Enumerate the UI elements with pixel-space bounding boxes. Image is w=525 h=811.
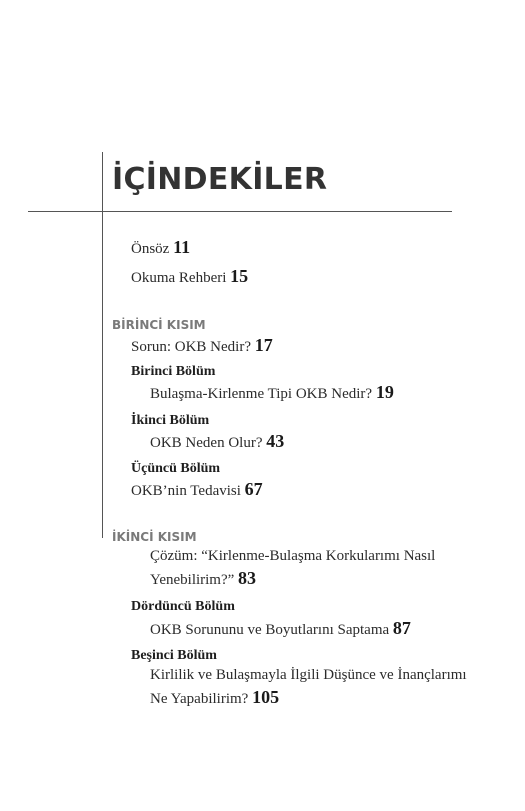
toc-entry-text: Sorun: OKB Nedir? — [131, 339, 251, 355]
toc-entry-text: Kirlilik ve Bulaşmayla İlgili Düşünce ve İnançlarımı — [150, 667, 467, 683]
toc-entry-text: Çözüm: “Kirlenme-Bulaşma Korkularımı Nasıl — [150, 548, 436, 564]
toc-entry-tedavi — [131, 480, 263, 499]
vertical-rule — [102, 152, 103, 538]
toc-entry-text: OKB’nin Tedavisi — [131, 483, 241, 499]
toc-entry-onsoz — [131, 238, 190, 257]
toc-entry-bulasma — [150, 383, 394, 402]
page-title: İÇİNDEKİLER — [112, 162, 328, 197]
toc-page-number: 17 — [254, 335, 273, 355]
toc-page-number: 67 — [244, 479, 263, 499]
horizontal-rule — [28, 211, 452, 212]
chapter-heading-dorduncu-bolum: Dördüncü Bölüm — [131, 599, 235, 614]
toc-entry-neden — [150, 432, 284, 451]
toc-entry-sorun — [131, 336, 273, 355]
toc-entry-text: Önsöz — [131, 241, 170, 257]
toc-entry-text: Yenebilirim?” — [150, 572, 235, 588]
toc-page-number: 105 — [252, 687, 280, 707]
toc-entry-text: OKB Neden Olur? — [150, 435, 263, 451]
toc-page-number: 87 — [392, 618, 411, 638]
toc-entry-text: Bulaşma-Kirlenme Tipi OKB Nedir? — [150, 386, 373, 402]
toc-page-number: 43 — [266, 431, 285, 451]
toc-page-number: 19 — [375, 382, 394, 402]
toc-entry-text: OKB Sorununu ve Boyutlarını Saptama — [150, 622, 390, 638]
chapter-heading-birinci-bolum: Birinci Bölüm — [131, 364, 216, 379]
toc-page-number: 11 — [173, 237, 191, 257]
toc-entry-cozum-line2 — [150, 569, 256, 588]
toc-entry-sorunu — [150, 619, 411, 638]
toc-entry-okuma-rehberi — [131, 267, 248, 286]
toc-page-number: 83 — [238, 568, 257, 588]
toc-entry-text: Ne Yapabilirim? — [150, 691, 249, 707]
section-heading-ikinci-kisim: İKİNCİ KISIM — [112, 530, 197, 544]
chapter-heading-ucuncu-bolum: Üçüncü Bölüm — [131, 461, 221, 476]
toc-page-number: 15 — [230, 266, 249, 286]
chapter-heading-ikinci-bolum: İkinci Bölüm — [131, 413, 210, 428]
toc-entry-kirlilik-line2 — [150, 688, 279, 707]
section-heading-birinci-kisim: BİRİNCİ KISIM — [112, 318, 206, 332]
chapter-heading-besinci-bolum: Beşinci Bölüm — [131, 648, 217, 663]
toc-entry-kirlilik-line1 — [150, 668, 467, 683]
toc-entry-text: Okuma Rehberi — [131, 270, 227, 286]
toc-entry-cozum-line1 — [150, 549, 435, 564]
